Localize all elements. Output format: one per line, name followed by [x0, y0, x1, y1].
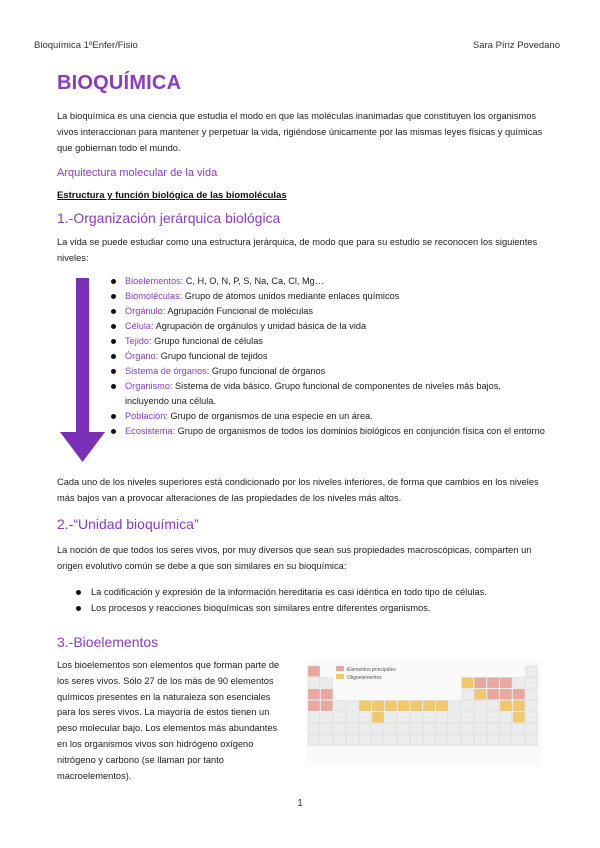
periodic-cell	[321, 712, 333, 723]
section1-closing: Cada uno de los niveles superiores está condicionado por los niveles inferiores, de forma que cambios en los niveles más bajos van a provocar alteraciones de las propiedades de los niveles más altos.	[57, 477, 539, 503]
legend-oligo-swatch	[336, 674, 344, 679]
list-item: Sistema de órganos: Grupo funcional de órganos	[125, 364, 545, 379]
periodic-cell	[398, 701, 410, 712]
periodic-cell	[385, 724, 397, 735]
header-right: Sara Píriz Povedano	[472, 40, 560, 51]
periodic-cell	[513, 735, 525, 746]
periodic-cell	[372, 724, 384, 735]
periodic-cell	[410, 712, 422, 723]
periodic-cell	[423, 701, 435, 712]
periodic-cell	[359, 712, 371, 723]
periodic-cell	[487, 724, 499, 735]
periodic-cell	[449, 701, 461, 712]
periodic-cell	[462, 701, 474, 712]
periodic-cell	[359, 724, 371, 735]
periodic-cell	[410, 724, 422, 735]
periodic-cell	[513, 712, 525, 723]
periodic-cell	[474, 689, 486, 700]
periodic-cell	[423, 712, 435, 723]
document-body	[57, 72, 547, 781]
periodic-cell	[513, 678, 525, 689]
periodic-cell	[436, 712, 448, 723]
periodic-cell	[474, 735, 486, 746]
periodic-cell	[308, 712, 320, 723]
periodic-cell	[308, 724, 320, 735]
periodic-cell	[526, 666, 538, 677]
periodic-cell	[500, 724, 512, 735]
list-item: La codificación y expresión de la información hereditaria es casi idéntica en todo tipo de células.	[57, 584, 547, 600]
periodic-cell	[487, 689, 499, 700]
periodic-cell	[526, 689, 538, 700]
periodic-cell	[334, 724, 346, 735]
periodic-cell	[474, 724, 486, 735]
section3-text: Los bioelementos son elementos que forman parte de los seres vivos. Sólo 27 de los más de 90 elementos químicos presentes en la naturaleza son esenciales para los seres vivos. La mayoría de estos tienen un peso molecular bajo. Los elementos más abundantes en los organismos vivos son hidrógeno oxígeno nitrógeno y carbono (se llaman por tanto macroelementos).	[57, 660, 280, 781]
periodic-cell	[526, 701, 538, 712]
list-item: Organismo: Sistema de vida básico. Grupo funcional de componentes de niveles más bajos, incluyendo una célula.	[125, 379, 545, 409]
periodic-cell	[308, 666, 320, 677]
periodic-cell	[462, 678, 474, 689]
periodic-cell	[526, 712, 538, 723]
section3-heading: 3.-Bioelementos	[57, 634, 159, 650]
periodic-cell	[449, 735, 461, 746]
periodic-cell	[372, 735, 384, 746]
periodic-cell	[398, 735, 410, 746]
list-item: Órgano: Grupo funcional de tejidos	[125, 349, 545, 364]
periodic-cell	[500, 678, 512, 689]
periodic-cell	[308, 678, 320, 689]
periodic-cell	[334, 712, 346, 723]
legend-oligo-label: Oligoelementos	[347, 675, 382, 681]
periodic-cell	[487, 712, 499, 723]
periodic-cell	[462, 712, 474, 723]
periodic-cell	[308, 735, 320, 746]
levels-list	[125, 274, 545, 439]
list-item: Orgánulo: Agrupación Funcional de moléculas	[125, 304, 545, 319]
periodic-cell	[513, 689, 525, 700]
periodic-cell	[308, 701, 320, 712]
periodic-cell	[526, 735, 538, 746]
periodic-cell	[423, 724, 435, 735]
section2-heading: 2.-“Unidad bioquímica”	[57, 516, 199, 532]
periodic-cell	[321, 724, 333, 735]
periodic-table-image	[306, 660, 541, 766]
periodic-cell	[321, 735, 333, 746]
periodic-cell	[526, 724, 538, 735]
list-item: Población: Grupo de organismos de una especie en un área.	[125, 409, 545, 424]
periodic-cell	[385, 701, 397, 712]
periodic-cell	[474, 701, 486, 712]
periodic-cell	[410, 735, 422, 746]
periodic-cell	[449, 724, 461, 735]
periodic-cell	[423, 735, 435, 746]
intro-paragraph: La bioquímica es una ciencia que estudia el modo en que las moléculas inanimadas que constituyen los organismos vivos interaccionan para mantener y perpetuar la vida, rigiéndose únicamente por las mismas leyes físicas y químicas que gobiernan todo el mundo.	[57, 111, 543, 153]
periodic-cell	[462, 724, 474, 735]
legend-principal-label: Elementos principales	[347, 667, 396, 673]
header-left: Bioquímica 1ºEnfer/Fisio	[34, 40, 138, 51]
list-item: Ecosistema: Grupo de organismos de todos los dominios biológicos en conjunción física con el entorno	[125, 424, 545, 439]
page-number: 1	[297, 798, 303, 809]
periodic-cell	[321, 701, 333, 712]
section2-bullets	[57, 584, 547, 616]
list-item: Los procesos y reacciones bioquímicas son similares entre diferentes organismos.	[57, 600, 547, 616]
periodic-cell	[474, 678, 486, 689]
periodic-cell	[436, 724, 448, 735]
periodic-cell	[513, 724, 525, 735]
list-item: Biomoléculas: Grupo de átomos unidos mediante enlaces químicos	[125, 289, 545, 304]
periodic-cell	[346, 724, 358, 735]
list-item: Tejido: Grupo funcional de células	[125, 334, 545, 349]
page-title: BIOQUÍMICA	[57, 72, 182, 94]
subtitle: Arquitectura molecular de la vida	[57, 167, 218, 179]
periodic-cell	[359, 735, 371, 746]
periodic-cell	[526, 678, 538, 689]
list-item: Célula: Agrupación de orgánulos y unidad básica de la vida	[125, 319, 545, 334]
periodic-cell	[500, 689, 512, 700]
bioelements-block	[57, 658, 547, 781]
periodic-cell	[346, 735, 358, 746]
periodic-cell	[436, 701, 448, 712]
periodic-cell	[462, 689, 474, 700]
periodic-cell	[500, 735, 512, 746]
periodic-cell	[398, 724, 410, 735]
periodic-cell	[410, 701, 422, 712]
periodic-cell	[321, 678, 333, 689]
list-item: Bioelementos: C, H, O, N, P, S, Na, Ca, Cl, Mg…	[125, 274, 545, 289]
periodic-cell	[346, 712, 358, 723]
periodic-cell	[334, 701, 346, 712]
periodic-cell	[487, 678, 499, 689]
periodic-cell	[346, 701, 358, 712]
section1-intro: La vida se puede estudiar como una estructura jerárquica, de modo que para su estudio se reconocen los siguientes niveles:	[57, 237, 538, 263]
periodic-cell	[334, 735, 346, 746]
periodic-cell	[321, 689, 333, 700]
periodic-cell	[398, 712, 410, 723]
section1-heading: 1.-Organización jerárquica biológica	[57, 210, 281, 226]
periodic-cell	[462, 735, 474, 746]
periodic-cell	[500, 701, 512, 712]
periodic-cell	[359, 701, 371, 712]
periodic-cell	[308, 689, 320, 700]
periodic-cell	[487, 701, 499, 712]
periodic-cell	[474, 712, 486, 723]
periodic-cell	[385, 712, 397, 723]
underlined-heading: Estructura y función biológica de las biomoléculas	[57, 190, 287, 201]
periodic-cell	[487, 735, 499, 746]
periodic-cell	[372, 712, 384, 723]
periodic-cell	[449, 712, 461, 723]
periodic-cell	[513, 701, 525, 712]
periodic-cell	[372, 701, 384, 712]
periodic-cell	[500, 712, 512, 723]
periodic-cell	[436, 735, 448, 746]
periodic-cell	[385, 735, 397, 746]
legend-principal-swatch	[336, 666, 344, 671]
levels-block	[57, 274, 547, 466]
section2-intro: La noción de que todos los seres vivos, por muy diversos que sean sus propiedades macroscópicas, comparten un origen evolutivo común se debe a que son similares en su bioquímica:	[57, 545, 532, 571]
